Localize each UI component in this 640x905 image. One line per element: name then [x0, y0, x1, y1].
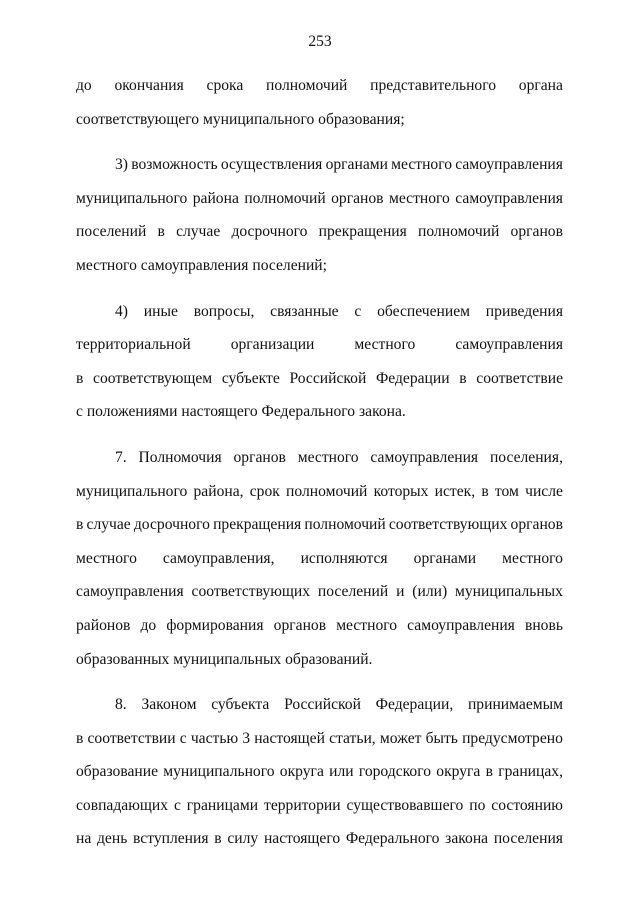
text-line: совпадающих с границами территории существовавшего по состоянию: [76, 796, 563, 814]
text-line: территориальной организации местного самоуправления: [76, 336, 563, 354]
text-line: местного самоуправления, исполняются органами местного: [76, 549, 563, 567]
paragraph: [76, 295, 563, 429]
text-line: 3) возможность осуществления органами местного самоуправления: [115, 156, 563, 174]
page-number: 253: [308, 33, 332, 50]
paragraph: [76, 148, 563, 282]
text-line: поселений в случае досрочного прекращения полномочий органов: [76, 223, 563, 241]
text-line: образованных муниципальных образований.: [76, 650, 373, 668]
text-line: 4) иные вопросы, связанные с обеспечением приведения: [115, 302, 563, 320]
text-line: районов до формирования органов местного самоуправления вновь: [76, 616, 563, 634]
text-line: местного самоуправления поселений;: [76, 256, 327, 274]
document-body: [76, 69, 563, 856]
text-line: 8. Законом субъекта Российской Федерации, принимаемым: [115, 696, 563, 714]
text-line: муниципального района, срок полномочий которых истек, в том числе: [76, 482, 563, 500]
text-line: в случае досрочного прекращения полномочий соответствующих органов: [76, 516, 563, 534]
text-line: соответствующего муниципального образования;: [76, 110, 405, 128]
text-line: в соответствующем субъекте Российской Федерации в соответствие: [76, 369, 563, 387]
text-line: на день вступления в силу настоящего Федерального закона поселения: [76, 830, 563, 848]
paragraph: [76, 688, 563, 856]
text-line: 7. Полномочия органов местного самоуправления поселения,: [115, 448, 563, 466]
text-line: самоуправления соответствующих поселений и (или) муниципальных: [76, 583, 563, 601]
text-line: в соответствии с частью 3 настоящей статьи, может быть предусмотрено: [76, 729, 563, 747]
text-line: муниципального района полномочий органов местного самоуправления: [76, 189, 563, 207]
text-line: до окончания срока полномочий представительного органа: [76, 77, 563, 94]
paragraph: [76, 441, 563, 676]
text-line: с положениями настоящего Федерального закона.: [76, 403, 406, 421]
text-line: образование муниципального округа или городского округа в границах,: [76, 763, 563, 781]
paragraph: [76, 69, 563, 136]
